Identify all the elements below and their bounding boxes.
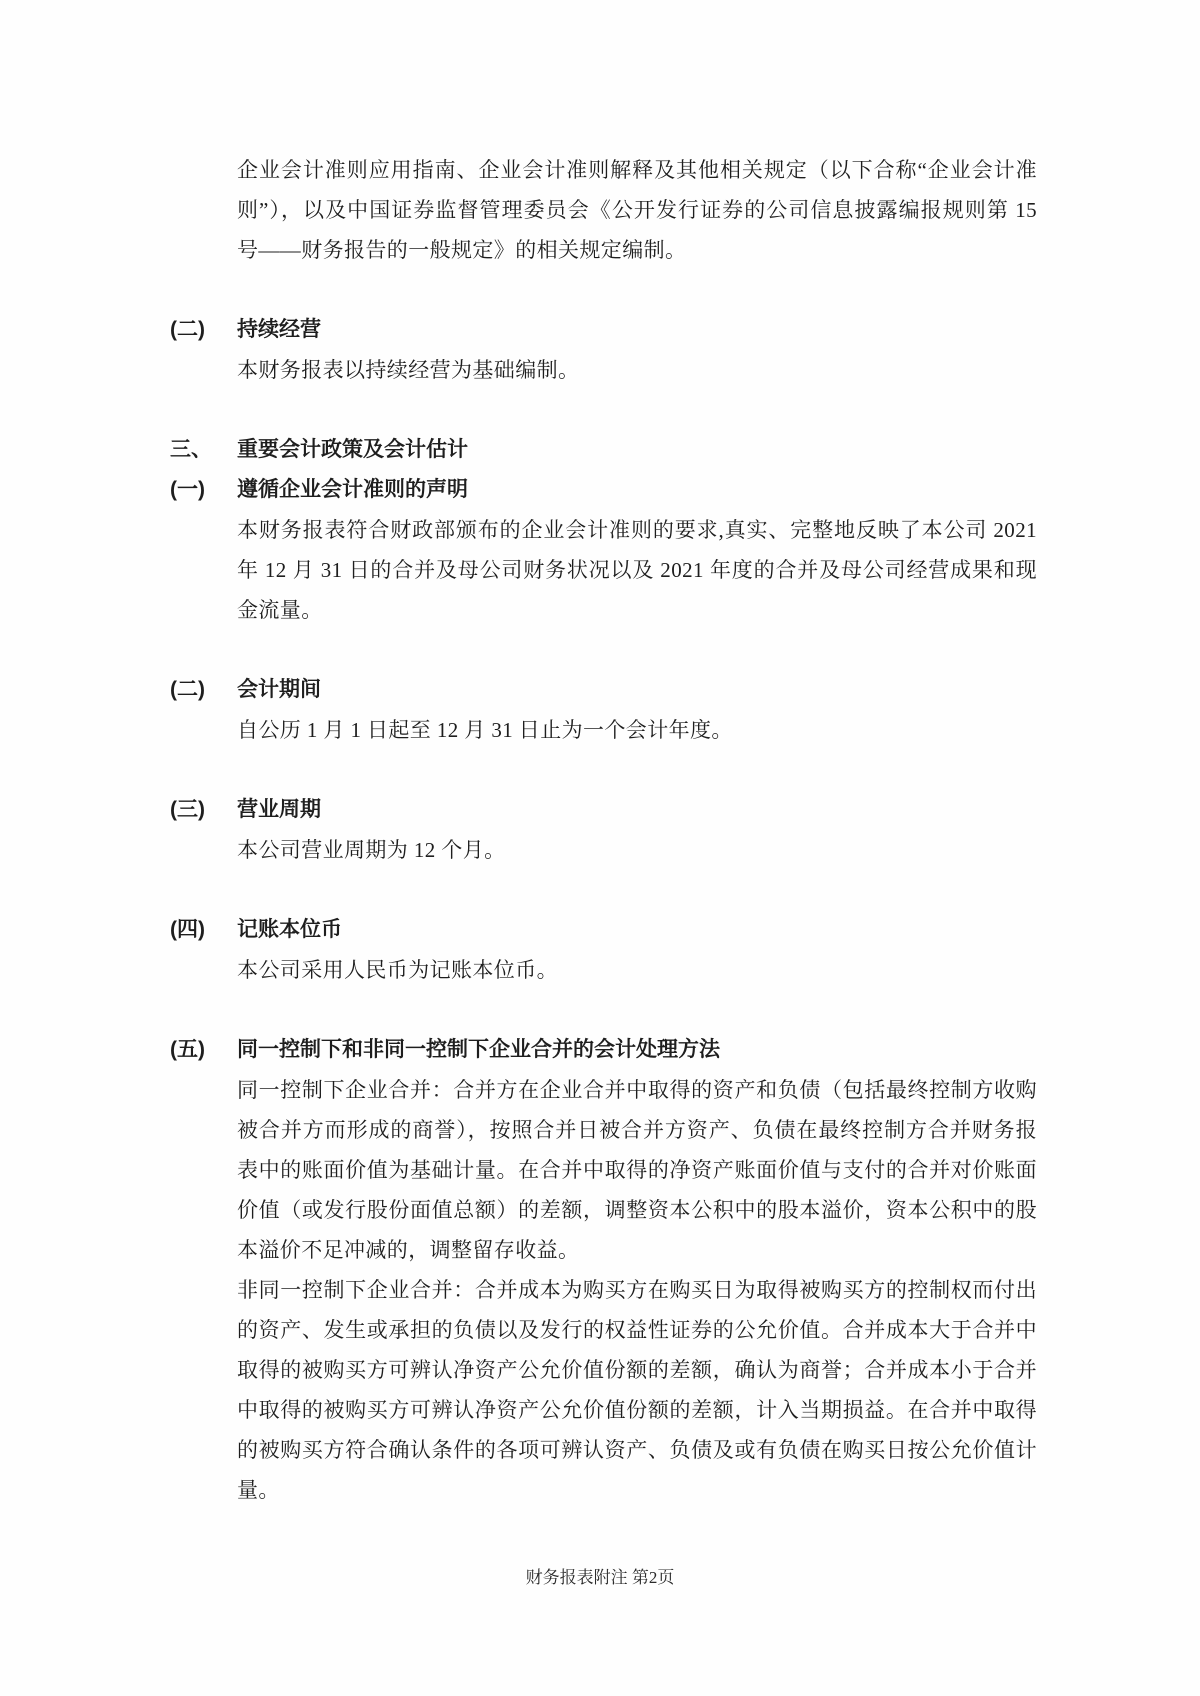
body-paragraph: 同一控制下企业合并：合并方在企业合并中取得的资产和负债（包括最终控制方收购被合并方而形成的商誉），按照合并日被合并方资产、负债在最终控制方合并财务报表中的账面价值为基础计量。在合并中取得的净资产账面价值与支付的合并对价账面价值（或发行股份面值总额）的差额，调整资本公积中的股本溢价，资本公积中的股本溢价不足冲减的，调整留存收益。 <box>237 1078 1037 1262</box>
body-paragraph: 自公历 1 月 1 日起至 12 月 31 日止为一个会计年度。 <box>237 718 733 742</box>
section-label: (二) <box>170 318 205 341</box>
section-title: 会计期间 <box>237 678 321 701</box>
section-body <box>237 670 1037 750</box>
body-paragraph: 本公司营业周期为 12 个月。 <box>237 838 506 862</box>
chapter-label: 三、 <box>170 438 212 461</box>
section-business-combinations <box>170 1030 1037 1510</box>
section-label: (五) <box>170 1038 205 1061</box>
section-body <box>237 910 1037 990</box>
body-paragraph: 本财务报表以持续经营为基础编制。 <box>237 358 580 382</box>
section-label: (一) <box>170 478 205 501</box>
page-content <box>170 150 1037 1510</box>
section-title: 持续经营 <box>237 318 321 341</box>
body-paragraph: 本公司采用人民币为记账本位币。 <box>237 958 558 982</box>
chapter-body <box>237 430 1037 470</box>
section-label: (四) <box>170 918 205 941</box>
intro-paragraph: 企业会计准则应用指南、企业会计准则解释及其他相关规定（以下合称“企业会计准则”），以及中国证券监督管理委员会《公开发行证券的公司信息披露编报规则第 15 号——财务报告的一般规定》的相关规定编制。 <box>237 158 1037 262</box>
chapter-title: 重要会计政策及会计估计 <box>237 438 468 461</box>
page-footer: 财务报表附注 第2页 <box>525 1568 675 1587</box>
section-title: 遵循企业会计准则的声明 <box>237 478 468 501</box>
section-title: 营业周期 <box>237 798 321 821</box>
section-body <box>237 470 1037 630</box>
chapter-accounting-policies <box>170 430 1037 470</box>
section-accounting-period <box>170 670 1037 750</box>
section-label: (三) <box>170 798 205 821</box>
section-going-concern <box>170 310 1037 390</box>
section-functional-currency <box>170 910 1037 990</box>
section-label: (二) <box>170 678 205 701</box>
section-body <box>237 790 1037 870</box>
section-operating-cycle <box>170 790 1037 870</box>
section-body <box>237 310 1037 390</box>
section-compliance-statement <box>170 470 1037 630</box>
section-title: 记账本位币 <box>237 918 342 941</box>
section-title: 同一控制下和非同一控制下企业合并的会计处理方法 <box>237 1038 720 1061</box>
body-paragraph: 非同一控制下企业合并：合并成本为购买方在购买日为取得被购买方的控制权而付出的资产、发生或承担的负债以及发行的权益性证券的公允价值。合并成本大于合并中取得的被购买方可辨认净资产公允价值份额的差额，确认为商誉；合并成本小于合并中取得的被购买方可辨认净资产公允价值份额的差额，计入当期损益。在合并中取得的被购买方符合确认条件的各项可辨认资产、负债及或有负债在购买日按公允价值计量。 <box>237 1278 1037 1502</box>
body-paragraph: 本财务报表符合财政部颁布的企业会计准则的要求,真实、完整地反映了本公司 2021 年 12 月 31 日的合并及母公司财务状况以及 2021 年度的合并及母公司经营成果和现金流量。 <box>237 518 1037 622</box>
section-body <box>237 1030 1037 1510</box>
